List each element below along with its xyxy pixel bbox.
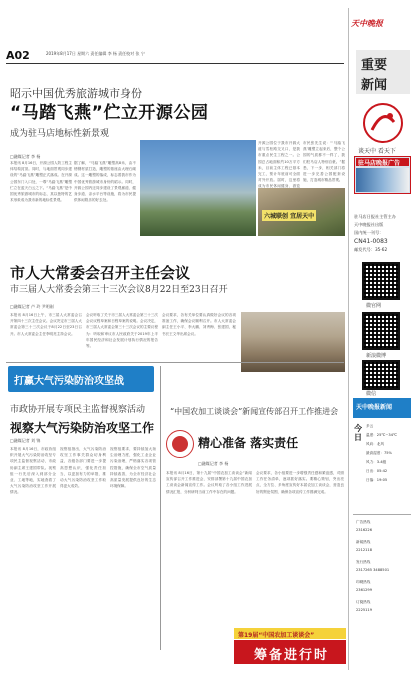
contact-line: 发行热线 — [356, 560, 371, 564]
meeting-photo — [241, 312, 345, 372]
weather-line: 日出：05:42 — [366, 469, 388, 473]
lead-column-3: 开源公园位于我市开源大道与雪松路交叉口，是我市重点民生工程之一。公园总占地面积约10万平方米，目前主体工程已基本完工，预计年底前可全面对外开放。届时，这里将成为市民休闲健身、游览 — [258, 141, 300, 189]
publisher-info: CN41-0083 — [354, 238, 388, 245]
lead-column-4: 市民张先生说：“‘马踏飞燕’雕塑立起来后，整个公园的气质都不一样了，我们驻马店人特别自豪。”据悉，下一步，相关部门将进一步完善公园配套设施，打造城市精品景观。 — [303, 141, 345, 183]
qr-code-icon — [362, 360, 400, 390]
lead-column-1: 本报讯 8月16日，开源公园人防工程主体结构封顶。同时，与地面景观同步建设的“马踏飞燕”雕塑正式落成。在开源公园东门入口处，一尊“马踏飞燕”雕塑伫立在蓝天白云之下。“马踏飞燕”是中国优秀旅游城市的标志，其以独特的艺术形象成为我市新的地标性景观。 — [10, 161, 72, 203]
pollution-column-3: 视察组要求，要持续加大扬尘治理力度，强化工业企业污染治理，严格落实各项管控措施，确保全市空气质量持续改善，为全市经济社会高质量发展提供良好的生态环境保障。 — [110, 447, 156, 489]
qr-label: 新浪微博 — [366, 353, 387, 359]
publisher-info: 驻马店日报社主管主办 — [354, 214, 396, 219]
page-code: A02 — [6, 49, 30, 62]
union-logo-mark — [172, 436, 188, 452]
contact-line: 2212118 — [356, 548, 373, 552]
qr-label: 微官网 — [366, 303, 382, 309]
contact-line: 广告热线 — [356, 520, 371, 524]
section-name-line-2: 新闻 — [361, 78, 388, 93]
qr-code-icon — [362, 312, 400, 350]
weather-line: 风向：北风 — [366, 442, 384, 446]
column-divider — [160, 366, 161, 650]
park-slogan: 六城联创 宜居天中 — [262, 210, 316, 221]
publisher-info: 天中晚报社出版 — [354, 222, 384, 227]
publisher-info: 国内统一刊号： — [354, 230, 384, 235]
weather-line: 温度：25℃~34℃ — [366, 433, 398, 437]
qr-label: 微信 — [366, 391, 377, 397]
bottom-banner-text: 筹备进行时 — [254, 648, 330, 663]
weather-header-text: 天中晚报新闻 — [356, 404, 393, 411]
section-rule — [6, 362, 344, 363]
mascot-icon — [360, 100, 406, 146]
npc-column-2: 会议听取了关于市三届人大常委会第三十三次会议议程草案和日程草案的说明。会议决定，市三届人大常委会第三十三次会议的主要议程为：听取和审议市人民政府关于2019年上半年国民经济和社会发展计划执行情况的报告等。 — [86, 313, 158, 349]
contact-line: 2317265 3488501 — [356, 568, 390, 572]
union-title: 精心准备 落实责任 — [198, 436, 299, 450]
weather-line: 日落：19:05 — [366, 478, 388, 482]
sidebar-ad-image — [356, 168, 409, 192]
contact-line: 订阅热线 — [356, 600, 371, 604]
union-byline: □融媒记者 李 杨 — [198, 461, 229, 466]
lead-title: “马踏飞燕”伫立开源公园 — [10, 103, 209, 123]
lead-column-2: 据了解，“马踏飞燕”雕塑高8米，由不锈钢材质打造，雕塑的基座由大理石砌成。这一雕塑的落成，标志着我市作为中国优秀旅游城市身份的昭示。同时，开源公园内还同步建设了景观廊道、健身步道、亲水平台等设施，将为市民提供休闲娱乐的好去处。 — [74, 161, 136, 203]
qr-code-icon — [362, 262, 400, 300]
pollution-banner-text: 打赢大气污染防治攻坚战 — [14, 376, 124, 387]
lead-kicker: 昭示中国优秀旅游城市身份 — [10, 87, 142, 100]
npc-column-1: 本报讯 8月16日上午，市三届人大常委会召开第四十三次主任会议。会议决定市三届人大常委会第三十三次会议于8月22日至23日召开。市人大常委会主任李明亮主持会议。 — [10, 313, 82, 336]
contact-line: 印刷热线 — [356, 580, 371, 584]
sidebar-tagline: 谈天中 看天下 — [358, 148, 396, 155]
weather-line: 多云 — [366, 424, 374, 428]
pollution-byline: □融媒记者 刘 锦 — [10, 438, 41, 443]
union-kicker: “中国农加工谈谈会”新闻宣传部召开工作推进会 — [170, 407, 339, 416]
pollution-column-2: 视察组指出，大气污染防治攻坚工作事关群众切身利益，各级各部门要进一步提高思想认识，强化责任担当，以更加有力的举措，推动大气污染防治攻坚工作取得更大成效。 — [60, 447, 106, 489]
page-meta: 2019年8月17日 星期六 责任编辑 李 杨 责任校对 张 宁 — [46, 51, 145, 56]
npc-byline: □融媒记者 卢 玲 尹明刚 — [10, 304, 54, 309]
lead-subtitle: 成为驻马店地标性新景观 — [10, 129, 110, 139]
contact-line: 2316226 — [356, 528, 373, 532]
lead-byline: □融媒记者 李 杨 — [10, 154, 41, 159]
npc-subtitle: 市三届人大常委会第三十三次会议8月22日至23日召开 — [10, 285, 228, 295]
npc-title: 市人大常委会召开主任会议 — [10, 264, 191, 282]
masthead-logo: 天中晚报 — [351, 19, 383, 28]
npc-column-3: 会议要求，各有关单位要认真做好会议的各项准备工作，确保会议顺利召开。市人大常委会副主任王小平、李大鹏、刘秀梅、张建国，秘书长王文华出席会议。 — [162, 313, 236, 336]
union-column-1: 本报讯 8月16日，第十九届“中国农加工谈谈会”新闻宣传部召开工作推进会，安排部署第十九届中国农加工谈谈会新闻宣传工作。会议听取了各小组工作进展情况汇报，分析研判当前工作中存在的问题。 — [166, 471, 252, 494]
section-name-line-1: 重要 — [361, 58, 388, 73]
publisher-info: 邮发代号：35-62 — [354, 247, 388, 252]
weather-line: 风力：3-4级 — [366, 460, 387, 464]
contact-line: 2225119 — [356, 608, 373, 612]
pollution-column-1: 本报讯 8月16日，市政协组织开展大气污染防治攻坚专项民主监督视察活动，市政协副主席王建国带队。视察组一行先后深入到部分企业、工地等地，实地查看了大气污染防治攻坚工作开展情况。 — [10, 447, 56, 495]
pollution-title: 视察大气污染防治攻坚工作 — [10, 421, 155, 435]
contact-line: 2361299 — [356, 588, 373, 592]
weather-today-label: 今日 — [354, 424, 362, 442]
pollution-kicker: 市政协开展专项民主监督视察活动 — [10, 405, 146, 415]
weather-line: 最高湿度：75% — [366, 451, 392, 455]
sidebar-ad-header-text: 驻马店晚报广告 — [358, 160, 401, 167]
header-rule — [6, 63, 344, 64]
union-column-2: 会议要求，各小组要进一步增强责任感和紧迫感，对照工作任务清单，逐项抓好落实。要精心策划，突出亮点，全方位、多角度宣传好本届农加工谈谈会，营造良好的舆论氛围，确保各项宣传工作圆满完成。 — [256, 471, 344, 494]
sidebar-rule — [353, 514, 411, 515]
bottom-banner-top-text: 第19届“中国农加工谈谈会” — [238, 632, 315, 639]
contact-line: 新闻热线 — [356, 540, 371, 544]
pollution-banner — [8, 366, 154, 392]
sidebar-divider — [348, 8, 349, 670]
statue-photo — [140, 140, 256, 236]
